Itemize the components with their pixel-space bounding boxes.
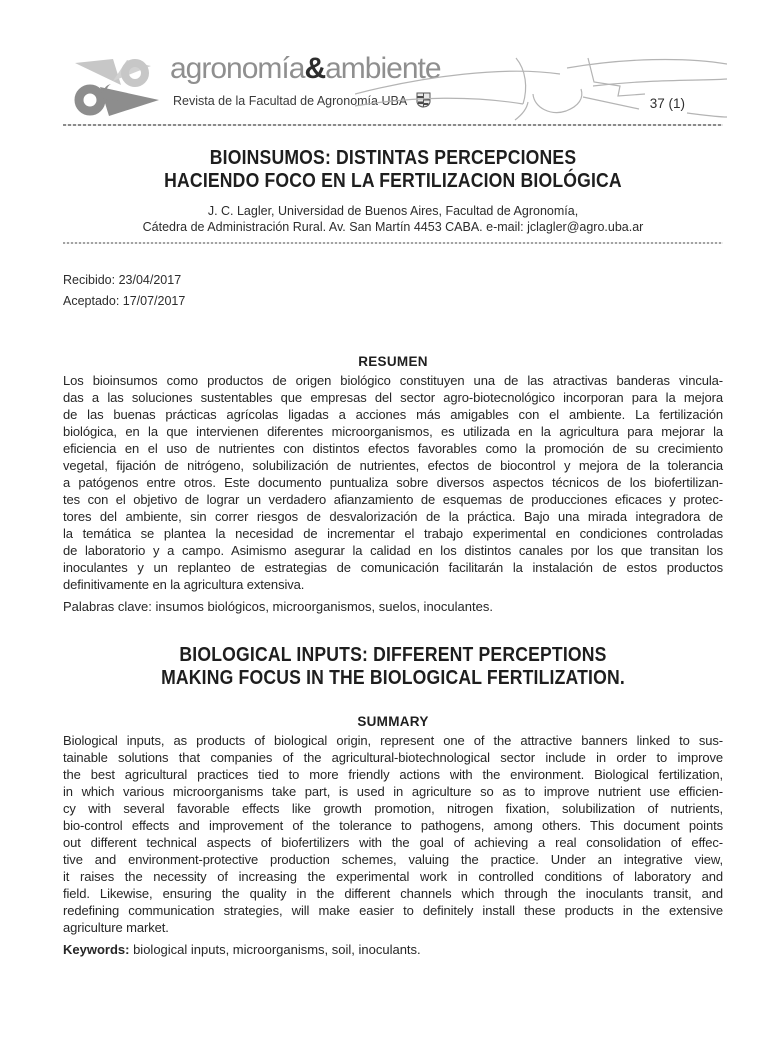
resumen-line: la temática se plantea la necesidad de incrementar el trabajo experimental en condiciones controladas: [63, 526, 723, 541]
keywords-label: Keywords:: [63, 942, 130, 957]
author-line: J. C. Lagler, Universidad de Buenos Aires, Facultad de Agronomía,: [207, 204, 579, 218]
resumen-line: definitivamente en la agricultura extensiva.: [63, 577, 305, 592]
title-rule: [63, 242, 723, 244]
palabras-clave: [63, 598, 723, 615]
article-title-en: [103, 644, 684, 690]
accepted-date: Aceptado: 17/07/2017: [63, 294, 186, 308]
issue-number: 37 (1): [649, 96, 685, 111]
title-line: BIOLOGICAL INPUTS: DIFFERENT PERCEPTIONS: [179, 644, 607, 666]
title-line: BIOINSUMOS: DISTINTAS PERCEPCIONES: [209, 147, 577, 169]
resumen-line: tes con el objetivo de lograr un verdadero afianzamiento de esquemas de producciones eficaces y protec-: [63, 492, 723, 507]
journal-header: [63, 52, 723, 122]
summary-line: redefining communication strategies, will make easier to definitely install these products in the extensive: [63, 903, 723, 918]
summary-line: cy with several favorable effects like growth promotion, nitrogen fixation, solubilization of nutrients,: [63, 801, 723, 816]
summary-line: out different technical aspects of biofertilizers with the goal of achieving a real consolidation of effec-: [63, 835, 723, 850]
resumen-line: de laboratorio y a campo. Asimismo asegurar la calidad en los distintos canales por los que transitan los: [63, 543, 723, 558]
title-line: MAKING FOCUS IN THE BIOLOGICAL FERTILIZATION.: [161, 667, 625, 689]
resumen-line: inoculantes y un replanteo de estrategias de comunicación facilitarán la instalación de estos productos: [63, 560, 723, 575]
journal-logo-mark-icon: [67, 58, 163, 118]
summary-heading: SUMMARY: [357, 714, 429, 729]
journal-subtitle: Revista de la Facultad de Agronomía UBA: [173, 94, 407, 108]
journal-name-right: ambiente: [325, 52, 441, 85]
resumen-line: de las buenas prácticas agrícolas ligadas a acciones más amigables con el ambiente. La fertilización: [63, 407, 723, 422]
summary-line: the best agricultural practices tied to more friendly actions with the environment. Biological fertilization,: [63, 767, 723, 782]
header-rule: [63, 124, 723, 126]
resumen-line: das a las soluciones sustentables que empresas del sector agro-biotecnológico incorporan para la mejora: [63, 390, 723, 405]
keywords-text: biological inputs, microorganisms, soil, inoculants.: [129, 942, 421, 957]
author-affiliation: [63, 204, 723, 235]
resumen-line: eficiencia en el uso de nutrientes con distintos efectos favorables como la promoción de su crecimiento: [63, 441, 723, 456]
journal-ampersand: &: [304, 52, 326, 85]
summary-line: it raises the necessity of increasing the experimental work in controlled conditions of laboratory and: [63, 869, 723, 884]
resumen-line: Los bioinsumos como productos de origen biológico constituyen una de las atractivas banderas vincula-: [63, 373, 723, 388]
resumen-line: biológica, en la que intervienen diferentes microorganismos, es utilizada en la agricultura para mejorar la: [63, 424, 723, 439]
page: [63, 52, 723, 958]
resumen-line: tores del ambiente, sin correr riesgos de desvalorización de la práctica. Bajo una mirada integradora de: [63, 509, 723, 524]
decorative-line-art: [355, 56, 727, 122]
palabras-clave-text: insumos biológicos, microorganismos, suelos, inoculantes.: [151, 599, 493, 614]
resumen-paragraph: [63, 372, 723, 593]
author-line: Cátedra de Administración Rural. Av. San Martín 4453 CABA. e-mail: jclagler@agro.uba.ar: [142, 219, 644, 234]
dates-block: [63, 270, 723, 312]
journal-name-left: agronomía: [170, 52, 305, 85]
summary-line: bio-control effects and improvement of the tolerance to pathogens, among others. This document points: [63, 818, 723, 833]
summary-line: tainable solutions that companies of the agricultural-biotechnological sector include in order to improve: [63, 750, 723, 765]
resumen-line: a patógenos entre otros. Este documento puntualiza sobre diversos aspectos técnicos de los biofertilizan-: [63, 475, 723, 490]
received-date: Recibido: 23/04/2017: [63, 273, 182, 287]
article-title-es: [103, 147, 684, 193]
resumen-line: vegetal, fijación de nitrógeno, solubilización de nutrientes, efectos de biocontrol y mejora de la tolerancia: [63, 458, 723, 473]
keywords: [63, 941, 723, 958]
palabras-clave-label: Palabras clave:: [63, 599, 152, 614]
resumen-heading: RESUMEN: [358, 354, 428, 369]
summary-line: tive and environment-protective production schemes, valuing the practice. Under an integrative view,: [63, 852, 723, 867]
summary-line: agriculture market.: [63, 920, 169, 935]
title-line: HACIENDO FOCO EN LA FERTILIZACION BIOLÓGICA: [164, 170, 622, 192]
summary-line: field. Likewise, ensuring the quality in the different channels which through the inoculants transit, and: [63, 886, 723, 901]
summary-line: in which various microorganisms take part, is used in agriculture so as to improve nutrient use efficien-: [63, 784, 723, 799]
summary-paragraph: [63, 732, 723, 936]
summary-line: Biological inputs, as products of biological origin, represent one of the attractive banners linked to sus-: [63, 733, 723, 748]
